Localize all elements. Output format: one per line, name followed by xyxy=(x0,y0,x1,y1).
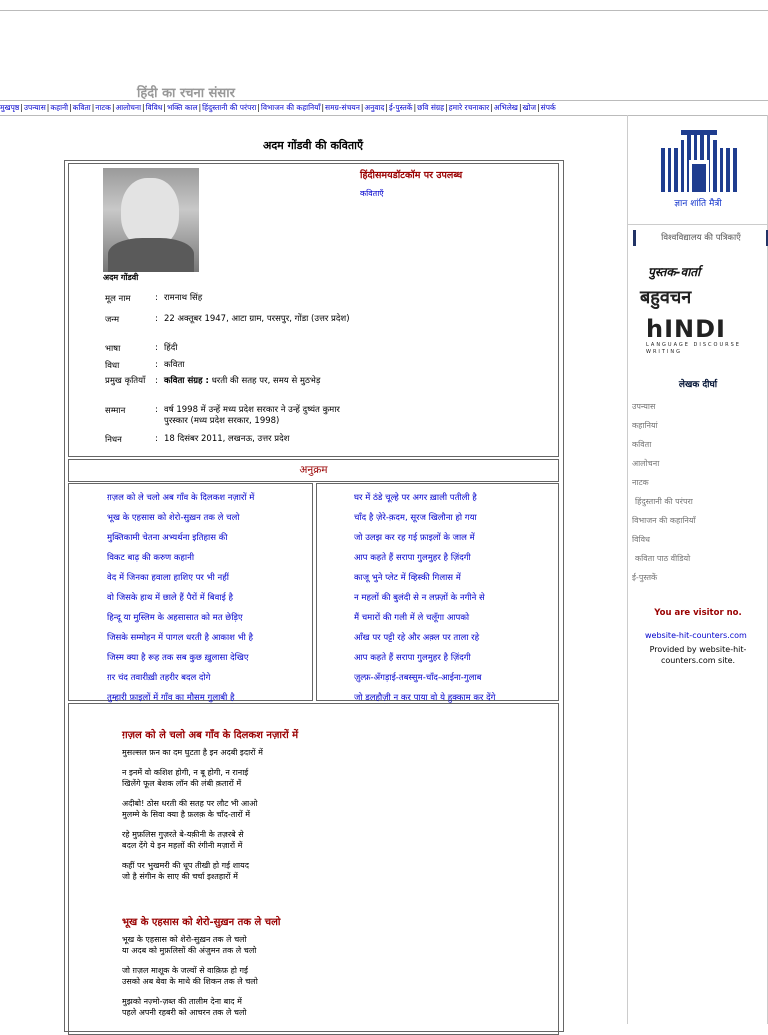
poem-line: भूख के एहसास को शेरो-सुख़न तक ले चलो xyxy=(122,935,247,944)
nav-item[interactable]: कहानी xyxy=(50,103,69,112)
toc-right-column xyxy=(316,483,559,701)
toc-left-column xyxy=(68,483,313,701)
sidebar-link[interactable]: हिंदुस्तानी की परंपरा xyxy=(635,497,693,506)
field-value: हिंदी xyxy=(164,343,178,353)
toc-link[interactable]: मैं चमारों की गली में ले चलूँगा आपको xyxy=(354,613,470,623)
toc-link[interactable]: जिस्म क्या है रूह तक सब कुछ ख़ुलासा देखिए xyxy=(107,653,249,663)
nav-separator: | xyxy=(69,103,72,112)
poem-line: मुलम्मे के सिवा क्या है फ़लक़ के चाँद-तारों में xyxy=(122,810,251,819)
hit-counter-link[interactable]: website-hit-counters.com xyxy=(645,631,747,640)
nav-item[interactable]: छवि संग्रह xyxy=(417,103,445,112)
nav-separator: | xyxy=(142,103,145,112)
toc-link[interactable]: ज़ुल्फ़-अँगड़ाई-तबस्सुम-चाँद-आईना-गुलाब xyxy=(354,673,482,683)
nav-item[interactable]: मुखपृष्ठ xyxy=(0,103,20,112)
poem-line: उसको अब बेवा के माथे की शिकन तक ले चलो xyxy=(122,977,258,986)
nav-separator: | xyxy=(111,103,115,112)
poem-line: जो ग़ज़ल माशूक के जल्वों से वाक़िफ़ हो गई xyxy=(122,966,248,975)
field-value xyxy=(164,376,354,387)
nav-item[interactable]: भक्ति काल xyxy=(166,103,198,112)
poem-line: मुसल्सल फ़न का दम घुटता है इन अदबी इदारों में xyxy=(122,748,263,757)
nav-separator: | xyxy=(413,103,417,112)
toc-link[interactable]: घर में ठंडे चूल्हे पर अगर ख़ाली पतीली है xyxy=(354,493,477,503)
toc-link[interactable]: भूख के एहसास को शेरो-सुख़न तक ले चलो xyxy=(107,513,240,523)
poem-line: खिलेंगे फूल बेशक लॉन की लंबी क़तारों में xyxy=(122,779,242,788)
nav-separator: | xyxy=(321,103,325,112)
field-key: विधा xyxy=(105,361,120,371)
toc-link[interactable]: जो डलहौज़ी न कर पाया वो ये हुक्काम कर देंगे xyxy=(354,693,496,703)
field-colon: : xyxy=(155,434,158,444)
poem-line: बदल देंगे ये इन महलों की रंगीनी मज़ारों में xyxy=(122,841,243,850)
counter-provided-text: Provided by website-hit-counters.com site. xyxy=(649,645,747,665)
poem-title: ग़ज़ल को ले चलो अब गाँव के दिलकश नज़ारों में xyxy=(122,730,299,741)
nav-separator: | xyxy=(445,103,448,112)
toc-link[interactable]: जो उलझ कर रह गई फ़ाइलों के जाल में xyxy=(354,533,475,543)
logo-caption: ज्ञान शांति मैत्री xyxy=(674,199,722,209)
nav-separator: | xyxy=(198,103,202,112)
field-colon: : xyxy=(155,376,158,386)
poem-line: रहे मुफ़लिस गुज़रते बे-यक़ीनी के तज़रबे से xyxy=(122,830,244,839)
university-magazines-label: विश्वविद्यालय की पत्रिकाएँ xyxy=(633,230,768,246)
nav-item[interactable]: नाटक xyxy=(95,103,111,112)
sidebar-link[interactable]: कविता xyxy=(632,440,652,449)
nav-separator: | xyxy=(257,103,260,112)
sidebar-link[interactable]: कहानियां xyxy=(632,421,658,430)
nav-item[interactable]: हमारे रचनाकार xyxy=(448,103,490,112)
nav-separator: | xyxy=(163,103,166,112)
field-key: मूल नाम xyxy=(105,294,131,304)
field-value: रामनाथ सिंह xyxy=(164,293,203,303)
field-value: 18 दिसंबर 2011, लखनऊ, उत्तर प्रदेश xyxy=(164,434,290,444)
field-key: प्रमुख कृतियाँ xyxy=(105,376,146,386)
toc-link[interactable]: चाँद है ज़ेरे-क़दम, सूरज खिलौना हो गया xyxy=(354,513,477,523)
field-value-bold: कविता संग्रह : xyxy=(164,376,209,386)
field-key: भाषा xyxy=(105,344,121,354)
toc-link[interactable]: मुक्तिकामी चेतना अभ्यर्थना इतिहास की xyxy=(107,533,228,543)
magazine-hindi[interactable]: hINDI xyxy=(646,315,726,343)
sidebar-divider-line xyxy=(628,224,768,225)
nav-item[interactable]: आलोचना xyxy=(115,103,142,112)
author-photo xyxy=(103,168,199,272)
nav-separator: | xyxy=(360,103,364,112)
field-colon: : xyxy=(155,343,158,353)
toc-link[interactable]: ग़ज़ल को ले चलो अब गाँव के दिलकश नज़ारों में xyxy=(107,493,255,503)
magazine-hindi-subtitle: LANGUAGE DISCOURSE WRITING xyxy=(646,342,741,355)
field-key: निधन xyxy=(105,435,122,445)
top-border xyxy=(0,10,768,11)
toc-link[interactable]: काजू भुने प्लेट में व्हिस्की गिलास में xyxy=(354,573,461,583)
available-link-kavitaen[interactable]: कविताएँ xyxy=(360,189,384,198)
nav-item[interactable]: अनुवाद xyxy=(364,103,385,112)
page-title: अदम गोंडवी की कविताएँ xyxy=(262,139,364,152)
toc-link[interactable]: हिन्दू या मुस्लिम के अहसासात को मत छेड़िए xyxy=(107,613,243,623)
sidebar-divider xyxy=(627,115,628,1024)
nav-item[interactable]: समग्र-संचयन xyxy=(325,103,360,112)
sidebar-link[interactable]: आलोचना xyxy=(632,459,660,468)
toc-link[interactable]: जिसके सम्मोहन में पागल धरती है आकाश भी है xyxy=(107,633,254,643)
toc-link[interactable]: आप कहते हैं सरापा गुलमुहर है ज़िंदगी xyxy=(354,653,471,663)
nav-item[interactable]: संपर्क xyxy=(540,103,556,112)
sidebar-link[interactable]: विभाजन की कहानियाँ xyxy=(632,516,696,525)
toc-link[interactable]: वो जिसके हाथ में छाले हैं पैरों में बिवाई है xyxy=(107,593,233,603)
writer-gallery-heading: लेखक दीर्घा xyxy=(678,380,718,390)
toc-link[interactable]: वेद में जिनका हवाला हाशिए पर भी नहीं xyxy=(107,573,229,583)
magazine-pustak-varta[interactable]: पुस्तक-वार्ता xyxy=(648,265,701,279)
poem-line: पहले अपनी रहबरी को आचरन तक ले चलो xyxy=(122,1008,247,1017)
poem-line: जो है संगीन के साए की चर्चा इश्तहारों में xyxy=(122,872,238,881)
field-key: जन्म xyxy=(105,315,120,325)
sidebar-link[interactable]: नाटक xyxy=(632,478,649,487)
poem-line: न इनमें वो कशिश होगी, न बू होगी, न रानाई xyxy=(122,768,249,777)
anukram-heading: अनुक्रम xyxy=(68,459,559,482)
sidebar-link[interactable]: विविध xyxy=(632,535,650,544)
author-photo-caption: अदम गोंडवी xyxy=(103,273,139,282)
field-value: कविता xyxy=(164,360,185,370)
sidebar-link[interactable]: ई-पुस्तकें xyxy=(632,573,658,582)
site-title: हिंदी का रचना संसार xyxy=(137,86,235,101)
toc-link[interactable]: तुम्हारी फ़ाइलों में गाँव का मौसम गुलाबी है xyxy=(107,693,235,703)
main-nav xyxy=(0,100,768,116)
field-value: वर्ष 1998 में उन्हें मध्य प्रदेश सरकार ने उन्हें दुष्यंत कुमार पुरस्कार (मध्य प्रदेश सरकार, 1998) xyxy=(164,405,340,426)
available-heading: हिंदीसमयडॉटकॉम पर उपलब्ध xyxy=(360,170,463,181)
nav-separator: | xyxy=(46,103,50,112)
nav-item[interactable]: कविता xyxy=(72,103,91,112)
field-colon: : xyxy=(155,360,158,370)
visitor-label: You are visitor no. xyxy=(654,608,742,618)
field-colon: : xyxy=(155,293,158,303)
nav-item[interactable]: ई-पुस्तकें xyxy=(388,103,413,112)
toc-link[interactable]: विकट बाढ़ की करुण कहानी xyxy=(107,553,195,563)
poem-line: अदीबो! ठोस धरती की सतह पर लौट भी आओ xyxy=(122,799,258,808)
poem-title: भूख के एहसास को शेरो-सुख़न तक ले चलो xyxy=(122,917,281,928)
nav-item[interactable]: अभिलेख xyxy=(493,103,518,112)
nav-separator: | xyxy=(518,103,522,112)
nav-separator: | xyxy=(20,103,23,112)
toc-link[interactable]: न महलों की बुलंदी से न लफ़्ज़ों के नगीने से xyxy=(354,593,485,603)
sidebar-link[interactable]: कविता पाठ वीडियो xyxy=(635,554,691,563)
nav-item[interactable]: विविध xyxy=(145,103,163,112)
nav-separator: | xyxy=(385,103,388,112)
nav-item[interactable]: विभाजन की कहानियाँ xyxy=(260,103,321,112)
nav-separator: | xyxy=(490,103,493,112)
field-value-text: धरती की सतह पर, समय से मुठभेड़ xyxy=(211,376,321,386)
nav-item[interactable]: हिंदुस्तानी की परंपरा xyxy=(202,103,257,112)
field-value: 22 अक्तूबर 1947, आटा ग्राम, परसपुर, गोंडा (उत्तर प्रदेश) xyxy=(164,314,350,324)
toc-link[interactable]: आँख पर पट्टी रहे और अक़्ल पर ताला रहे xyxy=(354,633,480,643)
nav-separator: | xyxy=(537,103,540,112)
toc-link[interactable]: ग़र चंद तवारीख़ी तहरीर बदल दोगे xyxy=(107,673,211,683)
poem-line: मुझको नज़्मो-ज़ब्त की तालीम देना बाद में xyxy=(122,997,242,1006)
field-colon: : xyxy=(155,405,158,415)
field-key: सम्मान xyxy=(105,406,126,416)
nav-item[interactable]: खोज xyxy=(522,103,537,112)
toc-link[interactable]: आप कहते हैं सरापा गुलमुहर है ज़िंदगी xyxy=(354,553,471,563)
sidebar-link[interactable]: उपन्यास xyxy=(632,402,656,411)
field-colon: : xyxy=(155,314,158,324)
magazine-bahuvachan[interactable]: बहुवचन xyxy=(640,287,692,308)
nav-separator: | xyxy=(91,103,95,112)
nav-item[interactable]: उपन्यास xyxy=(23,103,46,112)
university-logo-icon xyxy=(659,130,739,195)
poem-line: या अदब को मुफ़लिसों की अंजुमन तक ले चलो xyxy=(122,946,257,955)
poem-line: कहीं पर भुखमरी की धूप तीखी हो गई शायद xyxy=(122,861,249,870)
